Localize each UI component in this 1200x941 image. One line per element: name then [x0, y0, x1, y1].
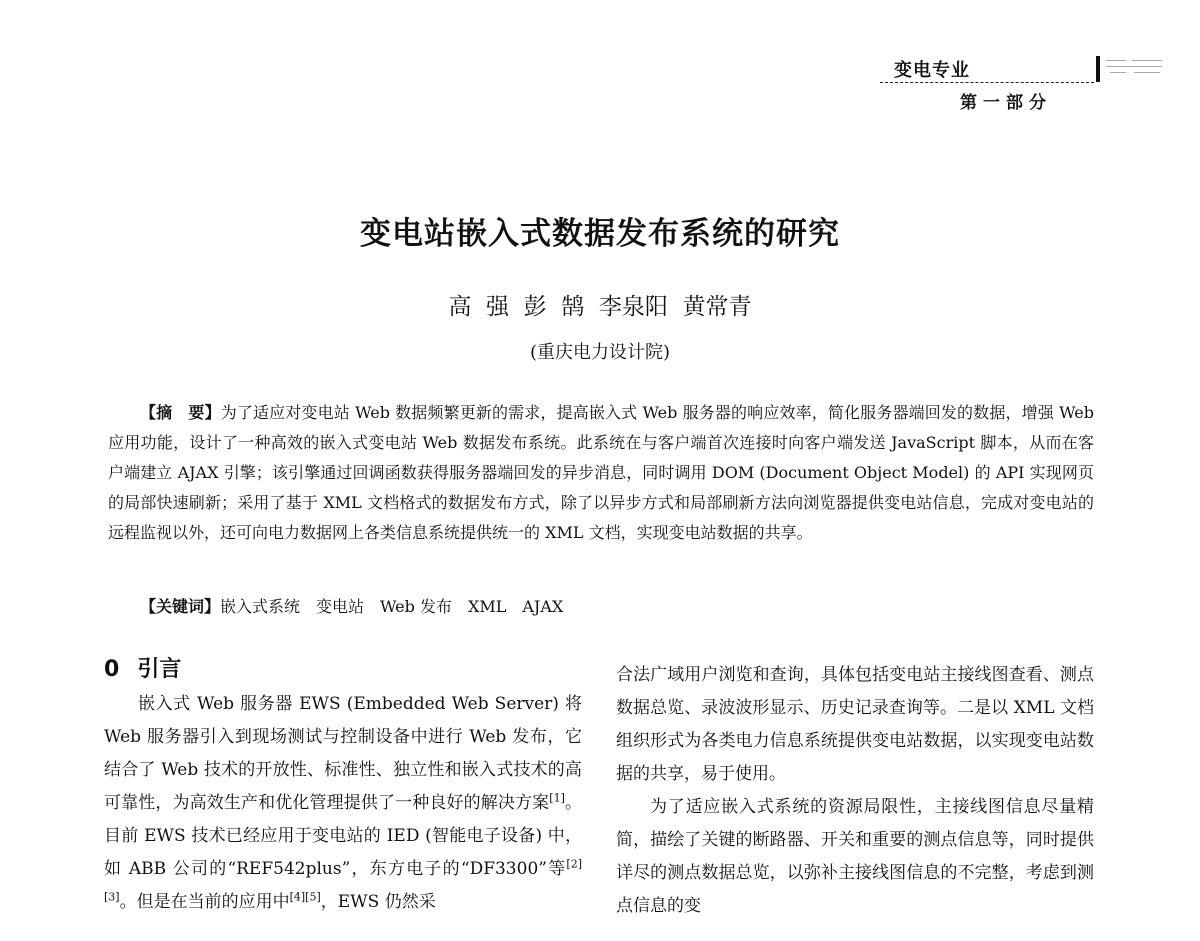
header-corner-bar [1096, 56, 1100, 82]
intro-text-2: 。目前 EWS 技术已经应用于变电站的 IED (智能电子设备) 中，如 ABB 公司的“REF542plus”，东方电子的“DF3300”等 [104, 793, 583, 879]
author-list: 高 强 彭 鹄 李泉阳 黄常青 [448, 294, 752, 320]
section-heading-introduction [104, 654, 582, 686]
right-paragraph-2: 为了适应嵌入式系统的资源局限性，主接线图信息尽量精简，描绘了关键的断路器、开关和重要的测点信息等，同时提供详尽的测点数据总览，以弥补主接线图信息的不完整，考虑到测点信息的变 [616, 797, 1094, 916]
intro-text-3: 。但是在当前的应用中 [119, 892, 290, 912]
right-column [616, 659, 1094, 923]
header-corner-marks [1106, 58, 1164, 80]
section-number: 0 [104, 657, 120, 682]
intro-text-4: ，EWS 仍然采 [320, 892, 436, 912]
running-header [880, 56, 1165, 116]
header-dashed-rule [880, 82, 1094, 83]
citation-1: [1] [549, 791, 565, 805]
keywords-list: 嵌入式系统 变电站 Web 发布 XML AJAX [220, 597, 564, 616]
left-column [104, 654, 582, 919]
abstract [108, 398, 1094, 548]
keywords-label: 【关键词】 [140, 597, 221, 616]
abstract-text: 为了适应对变电站 Web 数据频繁更新的需求，提高嵌入式 Web 服务器的响应效率，简化服务器端回发的数据，增强 Web 应用功能，设计了一种高效的嵌入式变电站 Web 数据发布系统。此系统在与客户端首次连接时向客户端发送 JavaScript 脚本，从而在客户端建立 AJAX 引擎；该引擎通过回调函数获得服务器端回发的异步消息，同时调用 DOM (Document Object Model) 的 API 实现网页的局部快速刷新；采用了基于 XML 文档格式的数据发布方式，除了以异步方式和局部刷新方法向浏览器提供变电站信息，完成对变电站的远程监视以外，还可向电力数据网上各类信息系统提供统一的 XML 文档，实现变电站数据的共享。 [108, 403, 1094, 542]
right-paragraph-1: 合法广域用户浏览和查询，具体包括变电站主接线图查看、测点数据总览、录波波形显示、历史记录查询等。二是以 XML 文档组织形式为各类电力信息系统提供变电站数据，以实现变电站数据的共享，易于使用。 [616, 665, 1094, 784]
citation-4-5: [4][5] [289, 890, 321, 904]
section-label: 变电专业 [894, 60, 970, 81]
abstract-label: 【摘 要】 [140, 403, 221, 422]
keywords [140, 592, 563, 622]
intro-text-1: 嵌入式 Web 服务器 EWS (Embedded Web Server) 将 Web 服务器引入到现场测试与控制设备中进行 Web 发布，它结合了 Web 技术的开放性、标准性、独立性和嵌入式技术的高可靠性，为高效生产和优化管理提供了一种良好的解决方案 [104, 694, 582, 813]
part-label: 第一部分 [960, 93, 1052, 113]
paper-title: 变电站嵌入式数据发布系统的研究 [360, 216, 840, 252]
intro-paragraph [104, 688, 582, 919]
section-title: 引言 [137, 657, 182, 682]
citation-2-3: [2][3] [104, 857, 582, 904]
affiliation: (重庆电力设计院) [529, 342, 671, 363]
